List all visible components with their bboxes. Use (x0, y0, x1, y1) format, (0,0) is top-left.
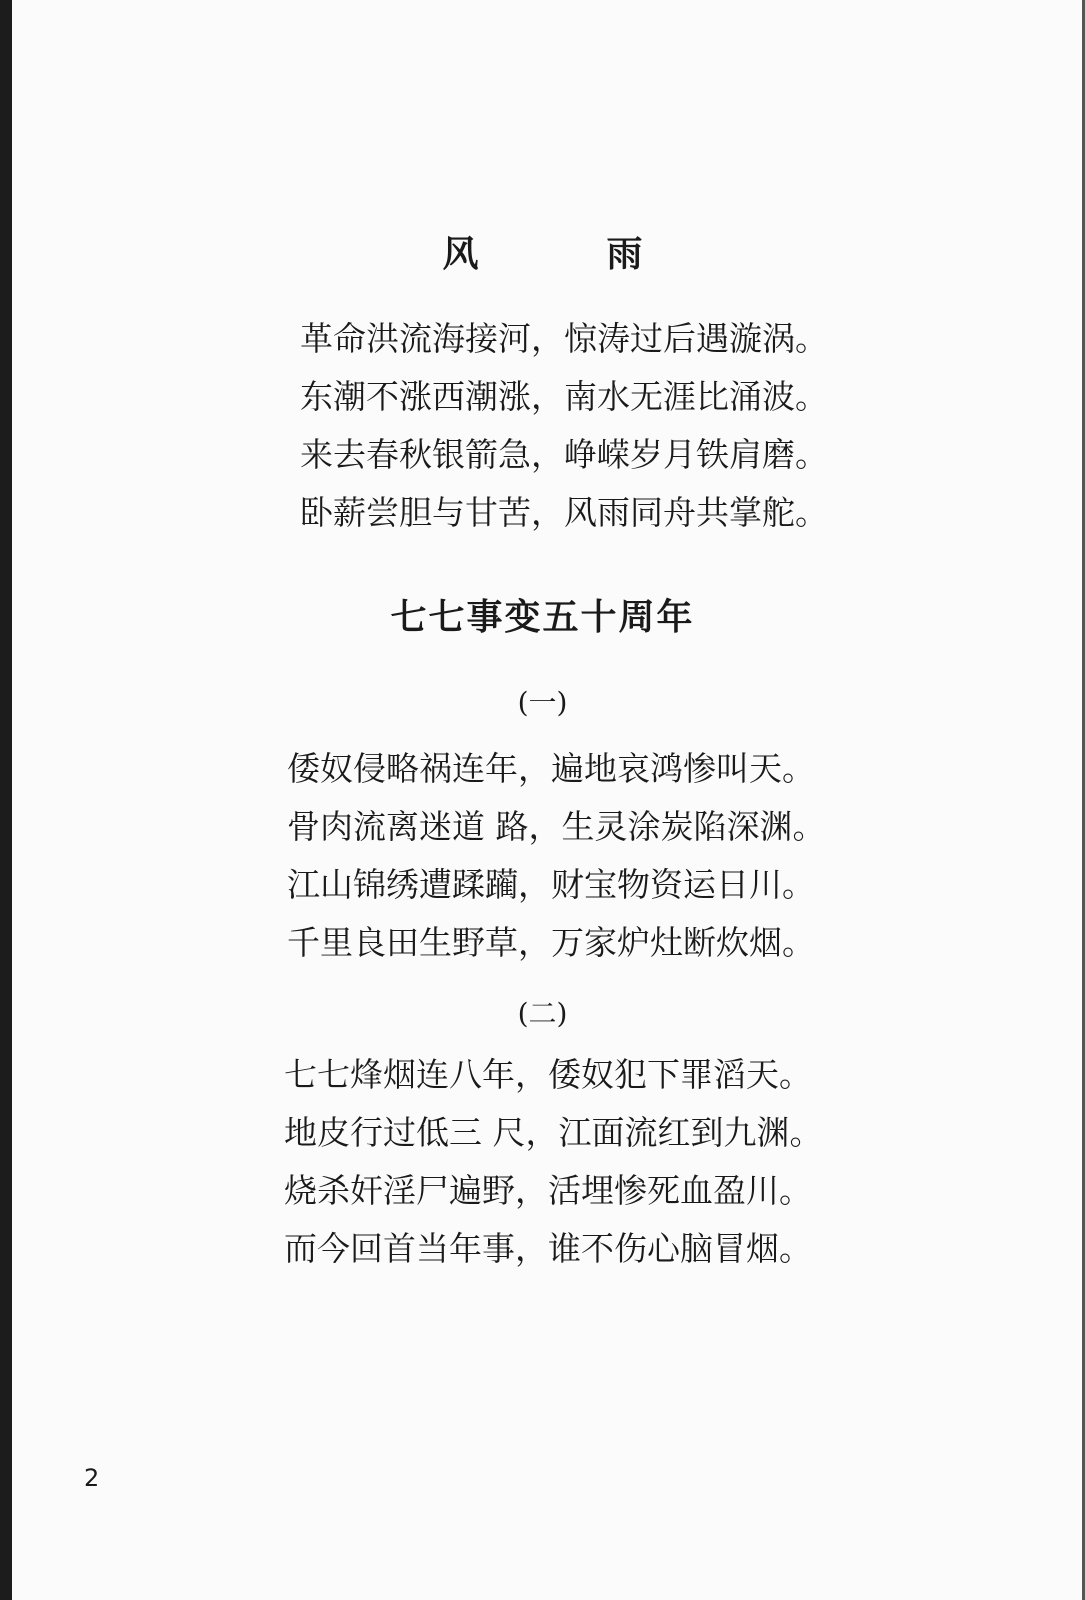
stanza-number-2: (二) (517, 997, 568, 1030)
poem-stanza-qiqi-2 (284, 1046, 823, 1278)
poem-line: 七七烽烟连八年，倭奴犯下罪滔天。 (284, 1055, 812, 1094)
poem-line: 革命洪流海接河，惊涛过后遇漩涡。 (300, 319, 828, 358)
poem-line: 卧薪尝胆与甘苦，风雨同舟共掌舵。 (300, 493, 828, 532)
page-number: 2 (84, 1464, 100, 1492)
poem-line: 地皮行过低三 尺，江面流红到九渊。 (284, 1113, 823, 1152)
poem-line: 而今回首当年事，谁不伤心脑冒烟。 (284, 1229, 812, 1268)
poem-title-qiqi: 七七事变五十周年 (390, 597, 695, 638)
poem-line: 倭奴侵略祸连年，遍地哀鸿惨叫天。 (287, 749, 815, 788)
poem-line: 千里良田生野草，万家炉灶断炊烟。 (287, 923, 815, 962)
poem-title-fengyu: 风 雨 (442, 234, 689, 275)
poem-stanza-qiqi-1 (287, 740, 826, 972)
poem-line: 骨肉流离迷道 路，生灵涂炭陷深渊。 (287, 807, 826, 846)
poem-line: 烧杀奸淫尸遍野，活埋惨死血盈川。 (284, 1171, 812, 1210)
poem-stanza-fengyu (300, 310, 828, 542)
poem-line: 东潮不涨西潮涨，南水无涯比涌波。 (300, 377, 828, 416)
poem-line: 来去春秋银箭急，峥嵘岁月铁肩磨。 (300, 435, 828, 474)
poem-line: 江山锦绣遭蹂躏，财宝物资运日川。 (287, 865, 815, 904)
stanza-number-1: (一) (517, 686, 568, 719)
